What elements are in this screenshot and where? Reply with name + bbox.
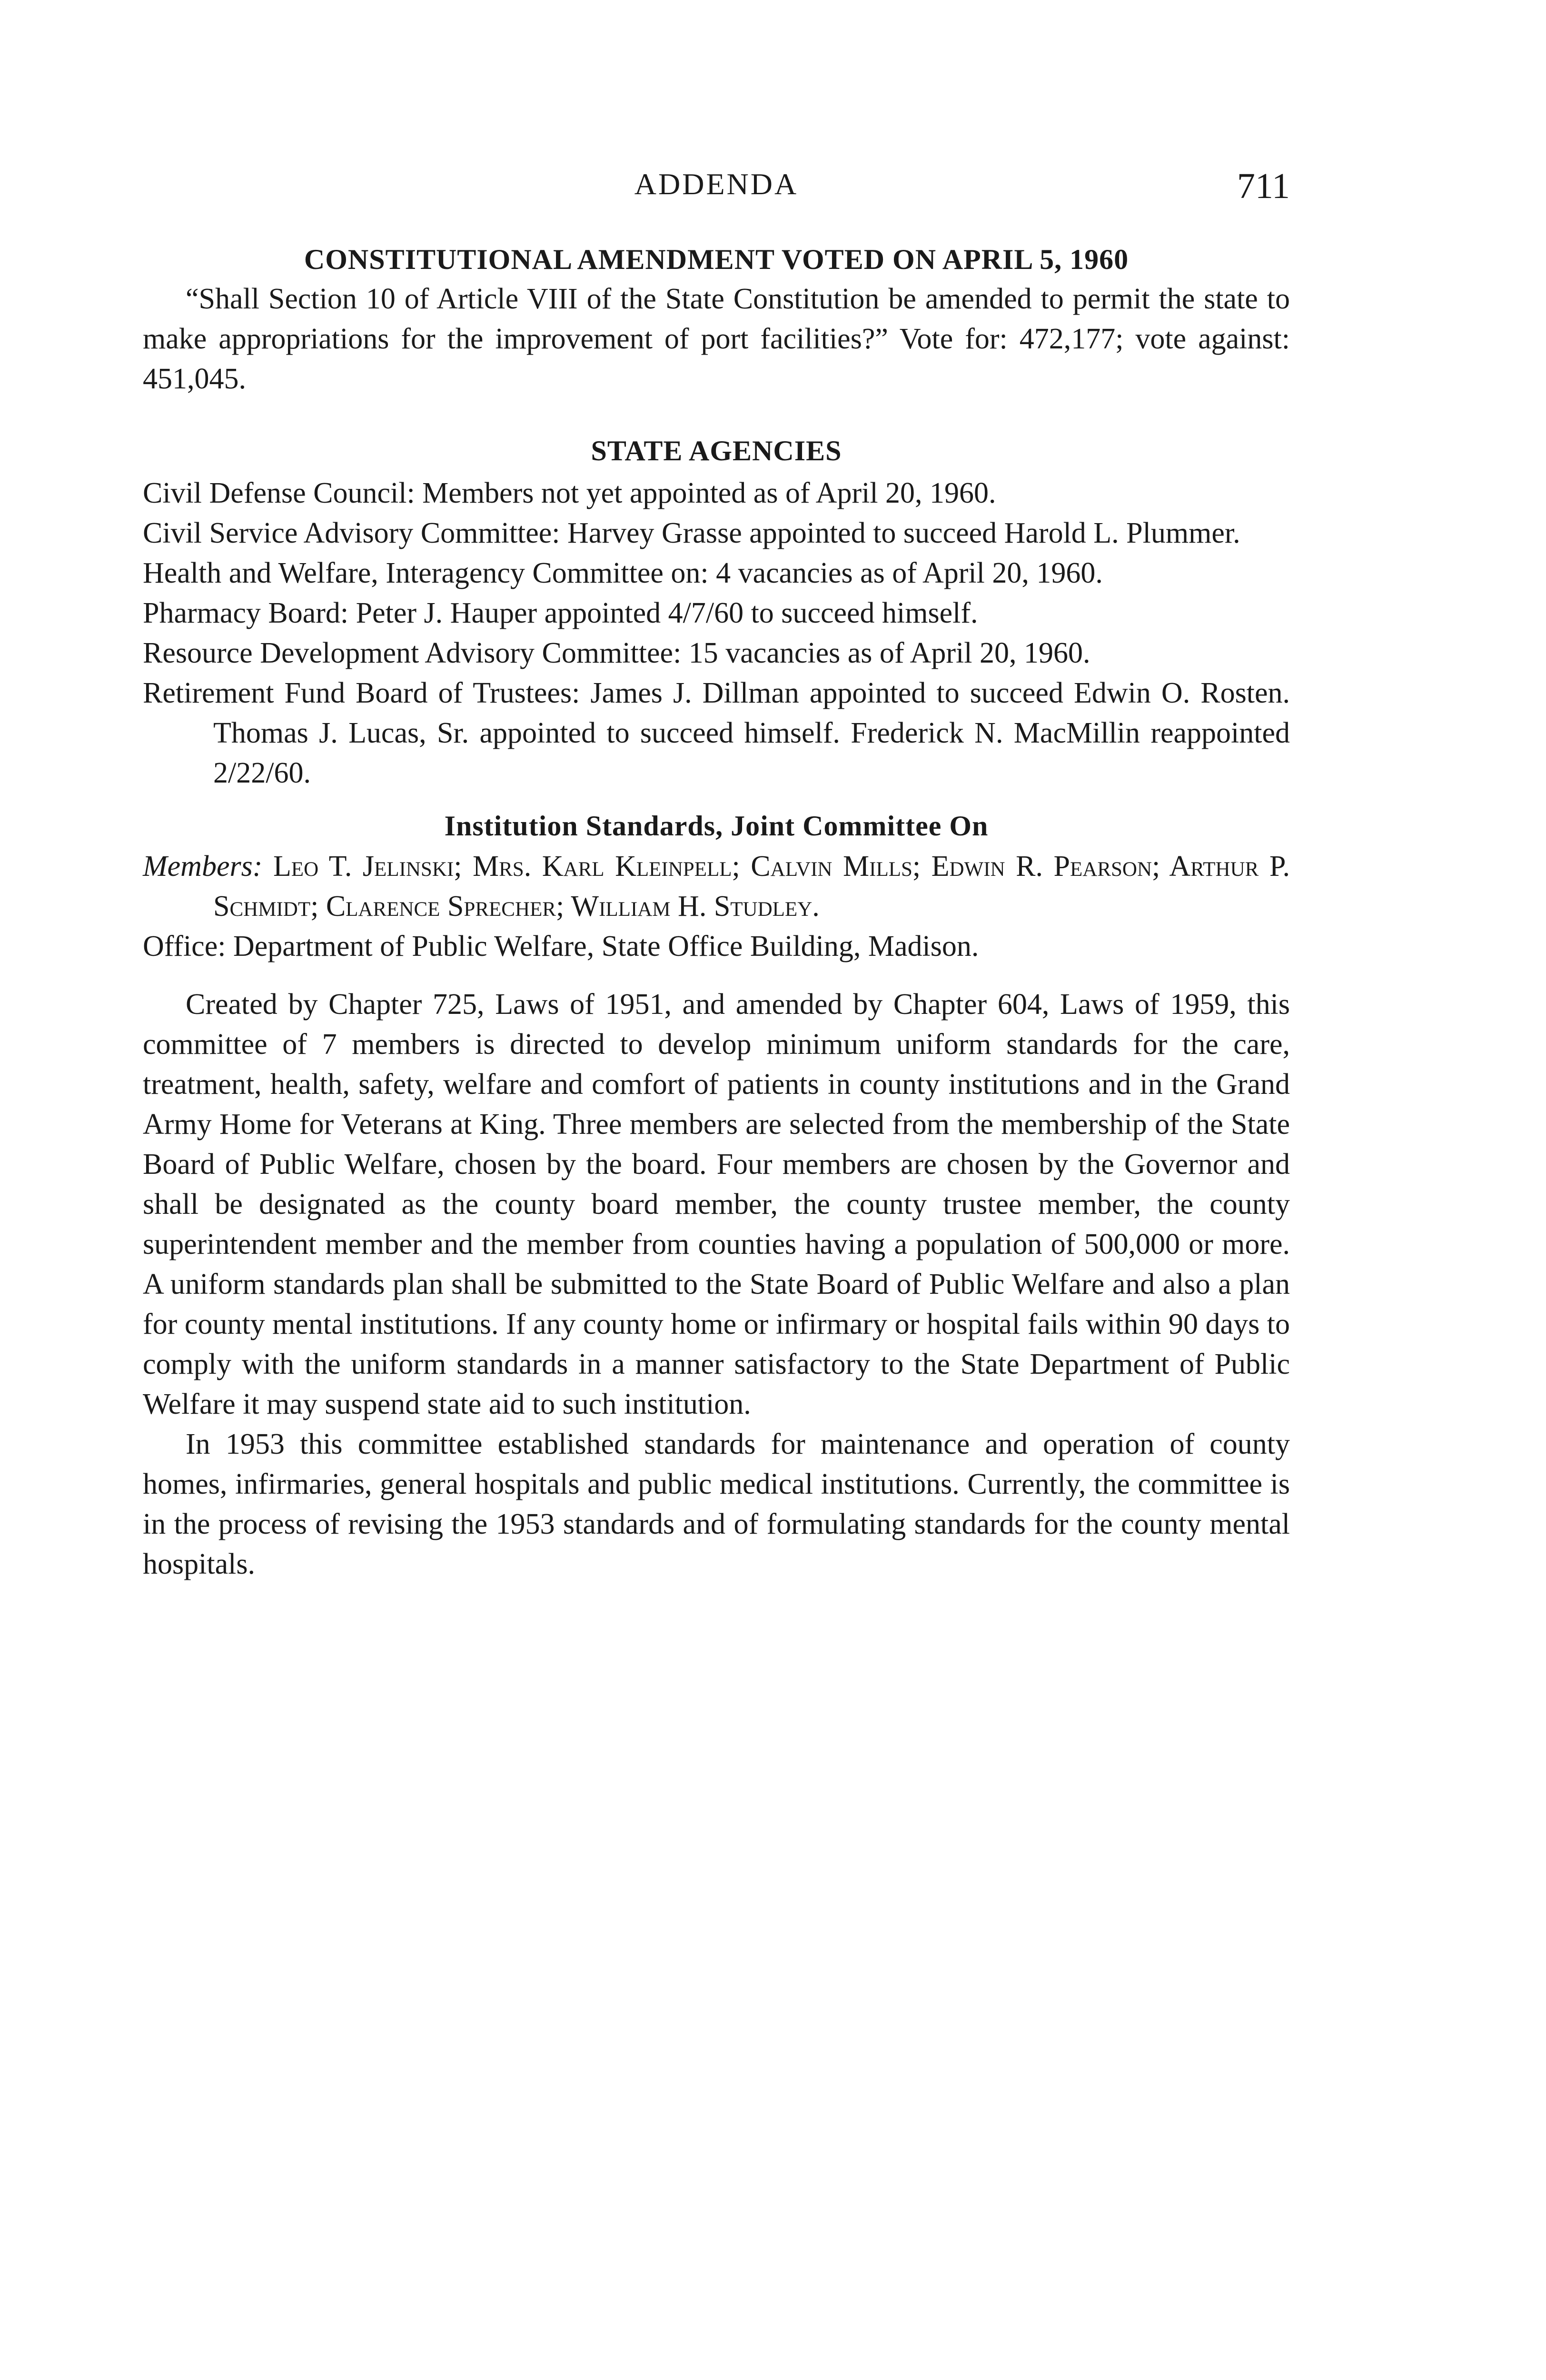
agency-entry-civil-service: Civil Service Advisory Committee: Harvey Grasse appointed to succeed Harold L. Plummer. (143, 517, 1240, 549)
amendment-text: “Shall Section 10 of Article VIII of the State Constitution be amended to permit the state to make appropriations for the improvement of port facilities?” Vote for: 472,177; vote against: 451,045. (143, 283, 1290, 395)
institution-paragraph-2: In 1953 this committee established standards for maintenance and operation of county homes, infirmaries, general hospitals and public medical institutions. Currently, the committee is in the process of revising the 1953 standards and of formulating standards for the county mental hospitals. (143, 1428, 1290, 1580)
agency-entry-retirement-fund: Retirement Fund Board of Trustees: James J. Dillman appointed to succeed Edwin O. Rosten. Thomas J. Lucas, Sr. appointed to succeed himself. Frederick N. MacMillin reappointed 2/22/60. (143, 677, 1290, 789)
page-number: 711 (1237, 166, 1290, 206)
members-block (143, 846, 1290, 966)
institution-standards-title: Institution Standards, Joint Committee On (444, 810, 989, 842)
state-agencies-list (143, 473, 1290, 793)
office-entry: Office: Department of Public Welfare, State Office Building, Madison. (143, 930, 979, 962)
state-agencies-title: STATE AGENCIES (591, 435, 842, 466)
members-entry (143, 846, 1290, 926)
agency-entry-health-welfare: Health and Welfare, Interagency Committee on: 4 vacancies as of April 20, 1960. (143, 557, 1103, 589)
institution-body (143, 984, 1290, 1584)
agency-entry-pharmacy: Pharmacy Board: Peter J. Hauper appointed 4/7/60 to succeed himself. (143, 597, 978, 629)
agency-entry-resource-development: Resource Development Advisory Committee: 15 vacancies as of April 20, 1960. (143, 637, 1090, 669)
amendment-title: CONSTITUTIONAL AMENDMENT VOTED ON APRIL 5, 1960 (304, 244, 1129, 275)
institution-paragraph-1: Created by Chapter 725, Laws of 1951, and amended by Chapter 604, Laws of 1959, this committee of 7 members is directed to develop minimum uniform standards for the care, treatment, health, safety, welfare and comfort of patients in county institutions and in the Grand Army Home for Veterans at King. Three members are selected from the membership of the State Board of Public Welfare, chosen by the board. Four members are chosen by the Governor and shall be designated as the county board member, the county trustee member, the county superintendent member and the member from counties having a population of 500,000 or more. A uniform standards plan shall be submitted to the State Board of Public Welfare and also a plan for county mental institutions. If any county home or infirmary or hospital fails within 90 days to comply with the uniform standards in a manner satisfactory to the State Department of Public Welfare it may suspend state aid to such institution. (143, 988, 1290, 1420)
members-label: Members: (143, 850, 263, 883)
document-page (143, 167, 1290, 1584)
agency-entry-civil-defense: Civil Defense Council: Members not yet appointed as of April 20, 1960. (143, 477, 996, 509)
running-head-title: ADDENDA (634, 167, 799, 201)
members-names: Leo T. Jelinski; Mrs. Karl Kleinpell; Calvin Mills; Edwin R. Pearson; Arthur P. Schmidt; Clarence Sprecher; William H. Studley. (213, 850, 1290, 922)
running-head (143, 167, 1290, 214)
